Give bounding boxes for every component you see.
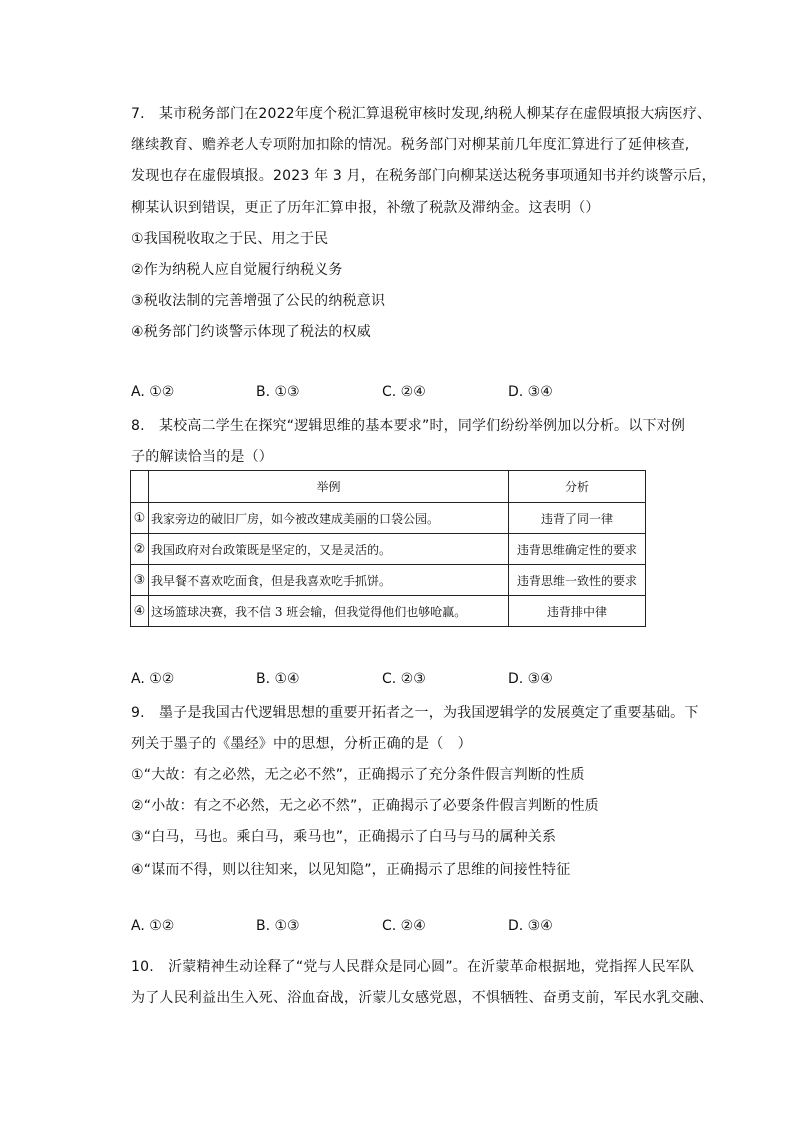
q7-option-b[interactable]: B. ①③ — [256, 384, 300, 400]
header-analysis-cell: 分析 — [509, 471, 646, 503]
q7-stem-line: 发现也存在虚假填报。2023 年 3 月，在税务部门向柳某送达税务事项通知书并约谈警示后， — [131, 168, 716, 184]
q9-option-b[interactable]: B. ①③ — [256, 918, 300, 934]
row-analysis: 违背排中律 — [509, 596, 646, 627]
header-num-cell — [131, 471, 149, 503]
q9-option-c[interactable]: C. ②④ — [382, 918, 426, 934]
q8-option-d[interactable]: D. ③④ — [508, 671, 553, 687]
row-example: 我家旁边的破旧厂房，如今被改建成美丽的口袋公园。 — [149, 503, 509, 534]
row-example: 这场篮球决赛，我不信 3 班会输，但我觉得他们也够呛赢。 — [149, 596, 509, 627]
q7-stem-line: 继续教育、赡养老人专项附加扣除的情况。税务部门对柳某前几年度汇算进行了延伸核查, — [131, 137, 690, 153]
q7-stem-line: 柳某认识到错误，更正了历年汇算申报，补缴了税款及滞纳金。这表明（） — [131, 200, 600, 216]
q9-stem-line: 列关于墨子的《墨经》中的思想，分析正确的是（ ） — [131, 736, 472, 752]
row-num: ④ — [131, 596, 149, 627]
q10-stem-line: 为了人民利益出生入死、浴血奋战，沂蒙儿女感党恩，不惧牺牲、奋勇支前，军民水乳交融、 — [131, 990, 714, 1006]
q9-item: ③“白马，马也。乘白马，乘马也”，正确揭示了白马与马的属种关系 — [131, 829, 557, 845]
q8-option-a[interactable]: A. ①② — [131, 671, 175, 687]
row-num: ① — [131, 503, 149, 534]
q8-option-b[interactable]: B. ①④ — [256, 671, 300, 687]
q9-stem-line: 9. 墨子是我国古代逻辑思想的重要开拓者之一，为我国逻辑学的发展奠定了重要基础。下 — [131, 705, 699, 721]
q9-item: ①“大故：有之必然，无之必不然”，正确揭示了充分条件假言判断的性质 — [131, 767, 585, 783]
row-analysis: 违背思维确定性的要求 — [509, 534, 646, 565]
q7-item: ④税务部门约谈警示体现了税法的权威 — [131, 324, 371, 340]
row-example: 我早餐不喜欢吃面食，但是我喜欢吃手抓饼。 — [149, 565, 509, 596]
q9-option-a[interactable]: A. ①② — [131, 918, 175, 934]
q7-option-a[interactable]: A. ①② — [131, 384, 175, 400]
table-row — [131, 565, 646, 596]
q8-stem-line: 子的解读恰当的是（） — [131, 449, 273, 465]
q7-stem-line: 7. 某市税务部门在2022年度个税汇算退税审核时发现,纳税人柳某存在虚假填报大病医疗、 — [131, 106, 712, 122]
q7-option-c[interactable]: C. ②④ — [382, 384, 426, 400]
q8-option-c[interactable]: C. ②③ — [382, 671, 426, 687]
q7-item: ①我国税收取之于民、用之于民 — [131, 231, 329, 247]
q8-table — [130, 470, 646, 627]
row-analysis: 违背了同一律 — [509, 503, 646, 534]
q8-options — [131, 671, 691, 691]
row-analysis: 违背思维一致性的要求 — [509, 565, 646, 596]
row-num: ② — [131, 534, 149, 565]
q9-options — [131, 918, 691, 938]
q9-item: ④“谋而不得，则以往知来，以见知隐”，正确揭示了思维的间接性特征 — [131, 862, 571, 878]
q9-item: ②“小故：有之不必然，无之必不然”，正确揭示了必要条件假言判断的性质 — [131, 798, 599, 814]
table-row — [131, 503, 646, 534]
table-row — [131, 534, 646, 565]
q7-item: ③税收法制的完善增强了公民的纳税意识 — [131, 293, 386, 309]
q7-item: ②作为纳税人应自觉履行纳税义务 — [131, 262, 343, 278]
table-header-row — [131, 471, 646, 503]
q9-option-d[interactable]: D. ③④ — [508, 918, 553, 934]
q8-stem-line: 8. 某校高二学生在探究“逻辑思维的基本要求”时，同学们纷纷举例加以分析。以下对例 — [131, 418, 686, 434]
q7-options — [131, 384, 691, 404]
header-example-cell: 举例 — [149, 471, 509, 503]
row-num: ③ — [131, 565, 149, 596]
q10-stem-line: 10. 沂蒙精神生动诠释了“党与人民群众是同心圆”。在沂蒙革命根据地，党指挥人民军队 — [131, 959, 695, 975]
row-example: 我国政府对台政策既是坚定的，又是灵活的。 — [149, 534, 509, 565]
table-row — [131, 596, 646, 627]
q7-option-d[interactable]: D. ③④ — [508, 384, 553, 400]
